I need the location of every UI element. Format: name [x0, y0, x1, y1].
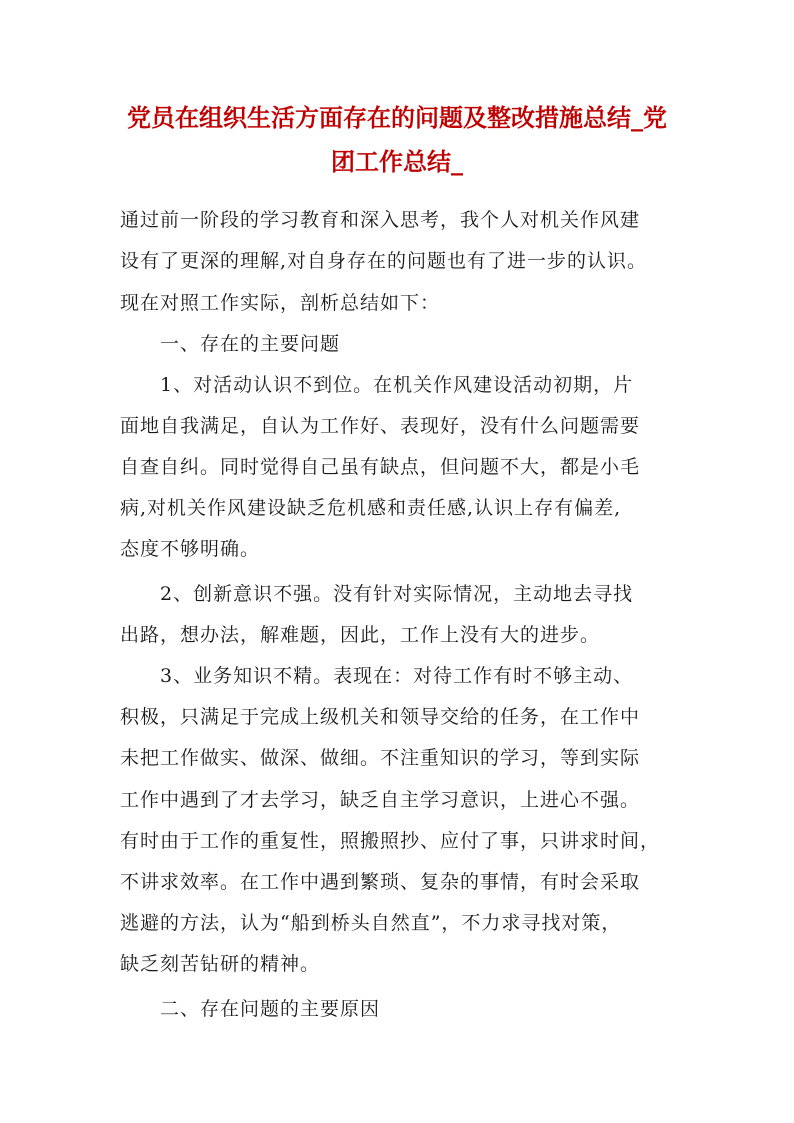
paragraph-line: 2、创新意识不强。没有针对实际情况，主动地去寻找	[160, 583, 634, 605]
paragraph-line: 自查自纠。同时觉得自己虽有缺点，但问题不大，都是小毛	[120, 456, 641, 478]
paragraph-line: 未把工作做实、做深、做细。不注重知识的学习，等到实际	[120, 747, 641, 769]
section-heading: 一、存在的主要问题	[160, 333, 341, 355]
paragraph-line: 出路，想办法，解难题，因此，工作上没有大的进步。	[120, 624, 601, 646]
paragraph-line: 有时由于工作的重复性，照搬照抄、应付了事，只讲求时间，	[120, 830, 661, 852]
section-heading: 二、存在问题的主要原因	[160, 998, 381, 1020]
paragraph-line: 现在对照工作实际，剖析总结如下：	[120, 292, 441, 314]
paragraph-line: 逃避的方法，认为“船到桥头自然直”，不力求寻找对策，	[120, 912, 622, 934]
paragraph-line: 3、业务知识不精。表现在：对待工作有时不够主动、	[160, 665, 634, 687]
document-title-line-1: 党员在组织生活方面存在的问题及整改措施总结_党	[127, 103, 667, 132]
paragraph-line: 工作中遇到了才去学习，缺乏自主学习意识，上进心不强。	[120, 789, 641, 811]
document-title-line-2: 团工作总结_	[331, 147, 463, 176]
paragraph-line: 不讲求效率。在工作中遇到繁琐、复杂的事情，有时会采取	[120, 871, 641, 893]
paragraph-line: 态度不够明确。	[120, 538, 261, 560]
paragraph-line: 面地自我满足，自认为工作好、表现好，没有什么问题需要	[120, 415, 641, 437]
paragraph-line: 设有了更深的理解,对自身存在的问题也有了进一步的认识。	[120, 250, 648, 272]
paragraph-line: 病,对机关作风建设缺乏危机感和责任感,认识上存有偏差,	[120, 497, 622, 519]
paragraph-line: 通过前一阶段的学习教育和深入思考，我个人对机关作风建	[120, 209, 641, 231]
paragraph-line: 积极，只满足于完成上级机关和领导交给的任务，在工作中	[120, 706, 641, 728]
paragraph-line: 缺乏刻苦钻研的精神。	[120, 953, 321, 975]
paragraph-line: 1、对活动认识不到位。在机关作风建设活动初期，片	[160, 374, 634, 396]
